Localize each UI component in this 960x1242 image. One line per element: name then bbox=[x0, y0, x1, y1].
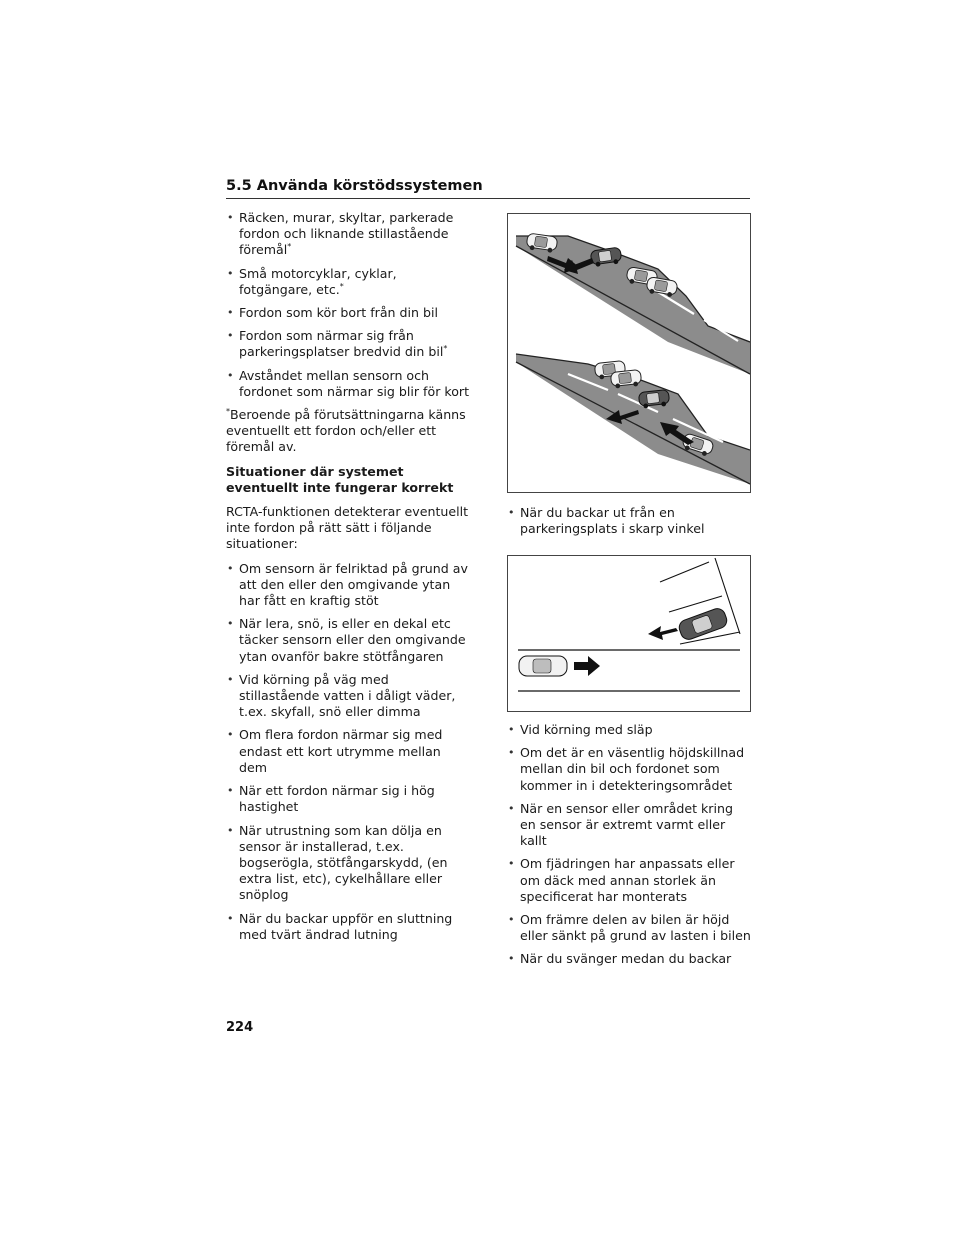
list-item: • När utrustning som kan dölja en sensor är installerad, t.ex. bogserögla, stötfångarskydd, (en extra list, etc), cykelhållare eller snöplog bbox=[226, 823, 471, 904]
header-divider bbox=[226, 198, 750, 199]
right-column bbox=[507, 505, 752, 544]
list-item: • Vid körning på väg med stillastående vatten i dåligt väder, t.ex. skyfall, snö eller dimma bbox=[226, 672, 471, 721]
subheading: Situationer där systemet eventuellt inte fungerar korrekt bbox=[226, 463, 454, 495]
list-item: • Räcken, murar, skyltar, parkerade fordon och liknande stillastående föremål* bbox=[226, 210, 471, 259]
road-illustration-svg bbox=[508, 214, 750, 492]
list-item: • Om fjädringen har anpassats eller om däck med annan storlek än specificerat har monterats bbox=[507, 856, 752, 905]
road-illustration bbox=[507, 213, 751, 493]
list-item: • Avståndet mellan sensorn och fordonet som närmar sig blir för kort bbox=[226, 368, 471, 400]
list-item: • När du backar ut från en parkeringsplats i skarp vinkel bbox=[507, 505, 752, 537]
list-item: • När lera, snö, is eller en dekal etc täcker sensorn eller den omgivande ytan ovanför bakre stötfångaren bbox=[226, 616, 471, 665]
list-item: • Fordon som kör bort från din bil bbox=[226, 305, 471, 321]
left-column bbox=[226, 210, 471, 950]
parking-illustration bbox=[507, 555, 751, 712]
section-title: 5.5 Använda körstödssystemen bbox=[226, 178, 483, 194]
intro-paragraph: RCTA-funktionen detekterar eventuellt inte fordon på rätt sätt i följande situationer: bbox=[226, 504, 469, 552]
list-item: • Om främre delen av bilen är höjd eller sänkt på grund av lasten i bilen bbox=[507, 912, 752, 944]
right-column-lower bbox=[507, 722, 752, 975]
footnote: *Beroende på förutsättningarna känns eventuellt ett fordon och/eller ett föremål av. bbox=[226, 406, 466, 455]
list-item: • När ett fordon närmar sig i hög hastighet bbox=[226, 783, 471, 815]
page-number: 224 bbox=[226, 1020, 254, 1035]
list-item: • Om det är en väsentlig höjdskillnad mellan din bil och fordonet som kommer in i detekteringsområdet bbox=[507, 745, 752, 794]
list-item: • När du backar uppför en sluttning med tvärt ändrad lutning bbox=[226, 911, 471, 943]
list-item: • Fordon som närmar sig från parkeringsplatser bredvid din bil* bbox=[226, 328, 471, 360]
list-item: • Om sensorn är felriktad på grund av att den eller den omgivande ytan har fått en kraftig stöt bbox=[226, 561, 471, 610]
list-item: • När en sensor eller området kring en sensor är extremt varmt eller kallt bbox=[507, 801, 752, 850]
list-item: • Om flera fordon närmar sig med endast ett kort utrymme mellan dem bbox=[226, 727, 471, 776]
list-item: • Vid körning med släp bbox=[507, 722, 752, 738]
list-item: • Små motorcyklar, cyklar, fotgängare, etc.* bbox=[226, 266, 471, 298]
parking-illustration-svg bbox=[508, 556, 750, 711]
list-item: • När du svänger medan du backar bbox=[507, 951, 752, 967]
section-header bbox=[226, 178, 750, 199]
